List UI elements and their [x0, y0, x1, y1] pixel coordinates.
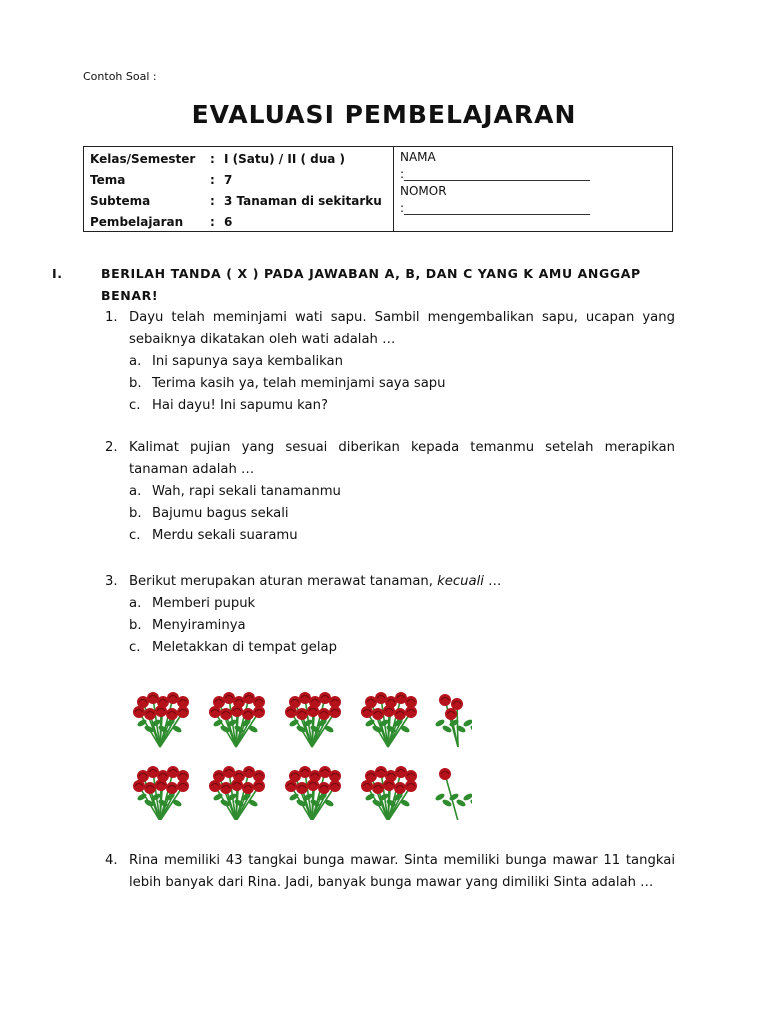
rose-bloom [133, 706, 145, 718]
option-letter: a. [129, 484, 142, 499]
question-text-main: Berikut merupakan aturan merawat tanaman, [129, 574, 433, 589]
rose-bloom [307, 779, 319, 791]
option-text: Ini sapunya saya kembalikan [152, 354, 343, 369]
question-text [129, 571, 675, 593]
question-text: Kalimat pujian yang sesuai diberikan kepada temanmu setelah merapikan tanaman adalah … [129, 440, 675, 477]
rose-bunch [133, 692, 189, 747]
rose-bloom [383, 705, 395, 717]
rose-bunch [209, 692, 265, 747]
info-label: Tema [90, 173, 126, 187]
rose-bloom [220, 782, 232, 794]
rose-bunch [209, 766, 265, 820]
page-title: EVALUASI PEMBELAJARAN [191, 100, 577, 129]
rose-bunch [285, 692, 341, 747]
option-text: Memberi pupuk [152, 596, 256, 611]
rose-bloom [231, 779, 243, 791]
rose-bloom [209, 706, 221, 718]
option-a[interactable] [129, 351, 675, 373]
option-b[interactable] [129, 615, 675, 637]
option-text: Merdu sekali suaramu [152, 528, 298, 543]
rose-bloom [242, 708, 254, 720]
rose-leaf [462, 792, 472, 802]
rose-bloom [285, 706, 297, 718]
rose-bloom [242, 782, 254, 794]
rose-bloom [166, 708, 178, 720]
rose-bloom [329, 780, 341, 792]
info-label: Pembelajaran [90, 215, 184, 229]
question-4 [105, 850, 675, 894]
question-number: 3. [105, 574, 118, 589]
rose-bloom [177, 706, 189, 718]
rose-bloom [405, 706, 417, 718]
question-3 [105, 571, 675, 659]
rose-bloom [451, 698, 463, 710]
option-letter: c. [129, 398, 141, 413]
rose-bloom [439, 768, 451, 780]
question-2 [105, 437, 675, 547]
rose-bunch [434, 694, 472, 747]
rose-bloom [439, 694, 451, 706]
rose-bloom [318, 782, 330, 794]
info-row-subtheme [90, 191, 393, 212]
option-b[interactable] [129, 503, 675, 525]
rose-bloom [231, 705, 243, 717]
rose-bloom [253, 780, 265, 792]
option-a[interactable] [129, 481, 675, 503]
rose-bloom [445, 708, 457, 720]
info-row-theme [90, 170, 393, 191]
question-text: Rina memiliki 43 tangkai bunga mawar. Sinta memiliki bunga mawar 11 tangkai lebih banyak dari Rina. Jadi, banyak bunga mawar yang dimiliki Sinta adalah … [129, 853, 675, 890]
rose-leaf [469, 724, 472, 734]
rose-bloom [394, 782, 406, 794]
option-letter: c. [129, 528, 141, 543]
info-colon: : [210, 173, 215, 187]
rose-bloom [155, 705, 167, 717]
option-text: Menyiraminya [152, 618, 246, 633]
info-value: 3 Tanaman di sekitarku [224, 194, 382, 208]
rose-bunch [361, 692, 417, 747]
name-label: NAMA [400, 150, 436, 164]
number-field[interactable]: :_______________________________ [400, 201, 591, 215]
rose-bloom [144, 782, 156, 794]
question-number: 2. [105, 440, 118, 455]
number-label: NOMOR [400, 184, 447, 198]
example-label: Contoh Soal : [83, 70, 157, 83]
option-letter: b. [129, 506, 142, 521]
option-a[interactable] [129, 593, 675, 615]
rose-leaf [469, 798, 472, 808]
rose-bloom [133, 780, 145, 792]
rose-bloom [372, 708, 384, 720]
option-text: Bajumu bagus sekali [152, 506, 289, 521]
option-c[interactable] [129, 395, 675, 417]
info-label: Subtema [90, 194, 151, 208]
option-c[interactable] [129, 525, 675, 547]
info-row-lesson [90, 212, 393, 233]
rose-picture [132, 685, 472, 820]
option-letter: a. [129, 354, 142, 369]
option-text: Meletakkan di tempat gelap [152, 640, 337, 655]
rose-bloom [144, 708, 156, 720]
rose-bloom [307, 705, 319, 717]
info-value: 7 [224, 173, 233, 187]
rose-bloom [166, 782, 178, 794]
info-value: I (Satu) / II ( dua ) [224, 152, 346, 166]
rose-bloom [372, 782, 384, 794]
section-number: I. [52, 266, 63, 281]
name-field[interactable]: :_______________________________ [400, 167, 591, 181]
option-letter: c. [129, 640, 141, 655]
question-number: 1. [105, 310, 118, 325]
rose-bunch [434, 768, 472, 820]
rose-bloom [405, 780, 417, 792]
question-1 [105, 307, 675, 417]
option-text: Terima kasih ya, telah meminjami saya sapu [152, 376, 446, 391]
option-text: Wah, rapi sekali tanamanmu [152, 484, 341, 499]
rose-leaf [462, 718, 472, 728]
option-letter: a. [129, 596, 142, 611]
info-colon: : [210, 152, 215, 166]
question-number: 4. [105, 853, 118, 868]
info-box [83, 146, 673, 232]
info-colon: : [210, 194, 215, 208]
rose-bloom [253, 706, 265, 718]
info-value: 6 [224, 215, 233, 229]
info-label: Kelas/Semester [90, 152, 196, 166]
rose-bloom [394, 708, 406, 720]
rose-bunch [285, 766, 341, 820]
rose-bloom [296, 782, 308, 794]
info-colon: : [210, 215, 215, 229]
rose-bloom [329, 706, 341, 718]
option-c[interactable] [129, 637, 675, 659]
rose-bloom [285, 780, 297, 792]
section-instruction: BERILAH TANDA ( X ) PADA JAWABAN A, B, DAN C YANG K AMU ANGGAP BENAR! [101, 266, 641, 303]
option-text: Hai dayu! Ini sapumu kan? [152, 398, 328, 413]
rose-bunch [361, 766, 417, 820]
info-row-class [90, 149, 393, 170]
rose-bloom [296, 708, 308, 720]
option-letter: b. [129, 618, 142, 633]
question-text-ellipsis: … [488, 574, 502, 589]
rose-bunch [133, 766, 189, 820]
rose-bloom [177, 780, 189, 792]
rose-bloom [155, 779, 167, 791]
rose-bloom [361, 780, 373, 792]
rose-bloom [318, 708, 330, 720]
question-text: Dayu telah meminjami wati sapu. Sambil mengembalikan sapu, ucapan yang sebaiknya dikatakan oleh wati adalah … [129, 310, 675, 347]
student-identity [394, 147, 672, 231]
rose-bloom [209, 780, 221, 792]
rose-bloom [220, 708, 232, 720]
rose-bloom [361, 706, 373, 718]
question-text-emphasis: kecuali [437, 574, 484, 589]
class-info [84, 147, 394, 231]
rose-bloom [383, 779, 395, 791]
option-b[interactable] [129, 373, 675, 395]
option-letter: b. [129, 376, 142, 391]
